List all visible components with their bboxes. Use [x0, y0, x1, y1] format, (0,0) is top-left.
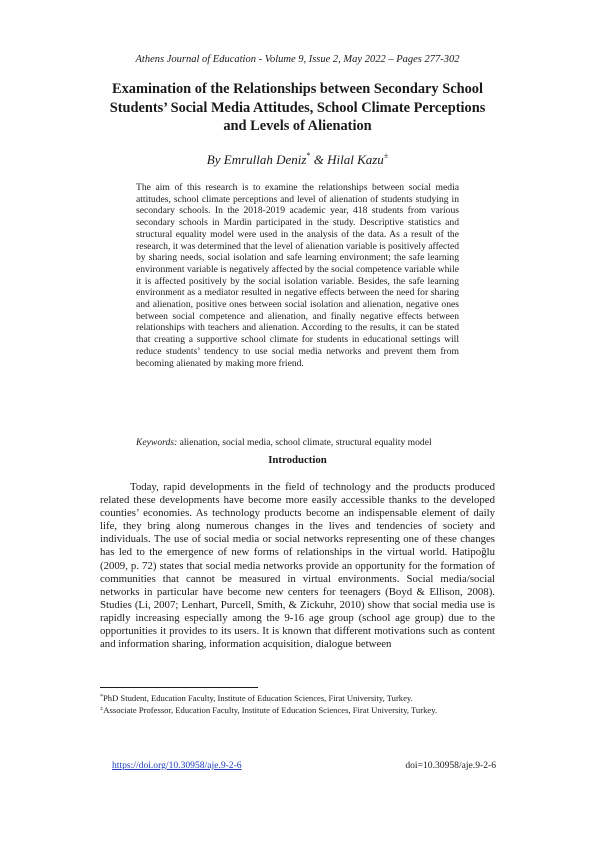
- keywords-list: alienation, social media, school climate, structural equality model: [177, 437, 432, 448]
- footnote-1-mark: *: [100, 694, 103, 700]
- keywords-label: Keywords:: [136, 437, 178, 448]
- abstract: The aim of this research is to examine the relationships between social media attitudes, school climate perceptions and level of alienation of students studying in secondary schools. In the 2018-2019 academic year, 418 students from various secondary schools in Mardin participated in the study. Descriptive statistics and structural equality model were used in the analysis of the data. As a result of the research, it was determined that the level of alienation variable is positively affected by sharing needs, social isolation and safe learning environment; the safe learning environment variable is negatively affected by the social competence variable while it is affected positively by the social isolation variable. Besides, the safe learning environment as a mediator resulted in negative effects between the need for sharing and alienation, positive ones between social isolation and alienation, negative ones between social competence and alienation, and finally negative effects between relationships with teachers and alienation. According to the results, it can be stated that creating a supportive school climate for students in educational settings will reduce students’ tendency to use social media networks and prevent them from becoming alienated by making more friend.: [136, 182, 459, 369]
- keywords: [136, 437, 459, 449]
- author-1-footnote-mark: *: [306, 151, 311, 160]
- author-prefix: By: [206, 152, 224, 167]
- footnote-2-text: Associate Professor, Education Faculty, Institute of Education Sciences, Firat University, Turkey.: [103, 704, 438, 715]
- footnote-1-text: PhD Student, Education Faculty, Institute of Education Sciences, Firat University, Turkey.: [103, 693, 413, 703]
- introduction-paragraph: Today, rapid developments in the field of technology and the products produced related these developments have become more easily accessible thanks to the developed counties’ economies. As technology products become an indispensable element of daily life, they bring along numerous changes in the lives and tendencies of society and individuals. The use of social media or social networks representing one of these changes has led to the emergence of new forms of relationships in the virtual world. Hatipoğlu (2009, p. 72) states that social media networks provide an opportunity for the formation of communities that cannot be measured in virtual environments. Social media/social networks in particular have become new centers for teenagers (Boyd & Ellison, 2008). Studies (Li, 2007; Lenhart, Purcell, Smith, & Zickuhr, 2010) show that social media use is rapidly increasing especially among the 9-16 age group (school age group) due to the opportunities it provides to its users. It is known that different motivations such as content and information sharing, information acquisition, dialogue between: [100, 481, 495, 651]
- footnote-1: [100, 692, 495, 704]
- author-separator: &: [310, 152, 328, 167]
- footnote-2: [100, 704, 495, 716]
- doi-identifier: doi=10.30958/aje.9-2-6: [405, 760, 496, 771]
- author-2-footnote-mark: ±: [383, 151, 389, 160]
- author-2-name: Hilal Kazu: [327, 152, 384, 167]
- running-head: Athens Journal of Education - Volume 9, Issue 2, May 2022 – Pages 277-302: [135, 54, 460, 65]
- footnotes: [100, 692, 495, 715]
- section-heading-introduction: Introduction: [268, 454, 327, 466]
- doi-link[interactable]: https://doi.org/10.30958/aje.9-2-6: [112, 760, 242, 771]
- article-title: Examination of the Relationships between Secondary School Students’ Social Media Attitudes, School Climate Perceptions and Levels of Alienation: [109, 81, 486, 134]
- author-line: [100, 151, 495, 168]
- footnote-2-mark: ±: [100, 705, 104, 712]
- footnote-divider: [100, 687, 258, 688]
- author-1-name: Emrullah Deniz: [223, 152, 307, 167]
